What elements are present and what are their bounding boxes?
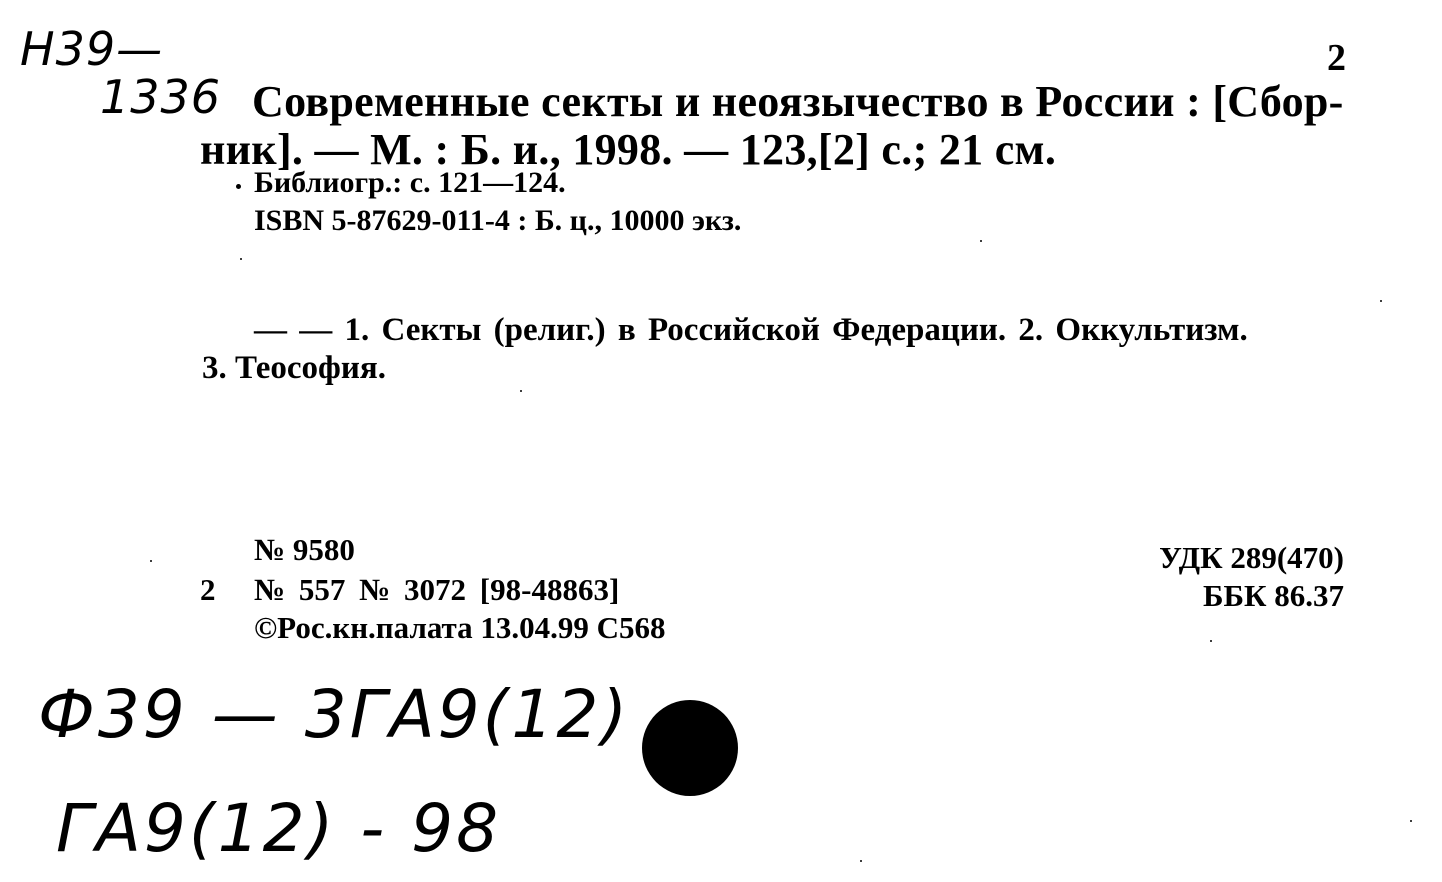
- handwritten-classification-2: ГА9(12) - 98: [56, 790, 502, 867]
- left-digit: 2: [200, 572, 216, 607]
- bbk-code: ББК 86.37: [1203, 578, 1344, 613]
- scan-speck: [1380, 300, 1382, 302]
- bibliography-note: Библиогр.: с. 121—124.: [254, 166, 566, 199]
- udk-code: УДК 289(470): [1159, 540, 1344, 575]
- scan-speck: [860, 860, 862, 862]
- registration-number: № 9580: [254, 532, 355, 567]
- subject-headings-line-1: — — 1. Секты (религ.) в Российской Федерации. 2. Оккультизм.: [254, 312, 1248, 348]
- punch-hole: [642, 700, 738, 796]
- bullet-dot: [236, 184, 241, 189]
- registration-line-2: № 557 № 3072 [98-48863]: [254, 572, 620, 607]
- title-line-1: Современные секты и неоязычество в России : [Сбор-: [252, 77, 1344, 126]
- handwritten-call-number-bottom: 1336: [100, 70, 222, 124]
- scan-speck: [1210, 640, 1212, 642]
- scan-speck: [1410, 820, 1412, 822]
- scan-speck: [240, 258, 242, 260]
- scan-speck: [150, 560, 152, 562]
- copyright-line: ©Рос.кн.палата 13.04.99 С568: [254, 610, 666, 645]
- handwritten-call-number-top: Н39—: [20, 22, 164, 76]
- handwritten-classification-1: Ф39 — 3ГА9(12): [38, 676, 631, 753]
- isbn-line: ISBN 5-87629-011-4 : Б. ц., 10000 экз.: [254, 204, 742, 237]
- scan-speck: [980, 240, 982, 242]
- subject-headings-line-2: 3. Теософия.: [202, 350, 386, 386]
- scan-speck: [520, 390, 522, 392]
- title-line-2: ник]. — М. : Б. и., 1998. — 123,[2] с.; 21 см.: [200, 125, 1057, 174]
- card-number: 2: [1327, 37, 1346, 79]
